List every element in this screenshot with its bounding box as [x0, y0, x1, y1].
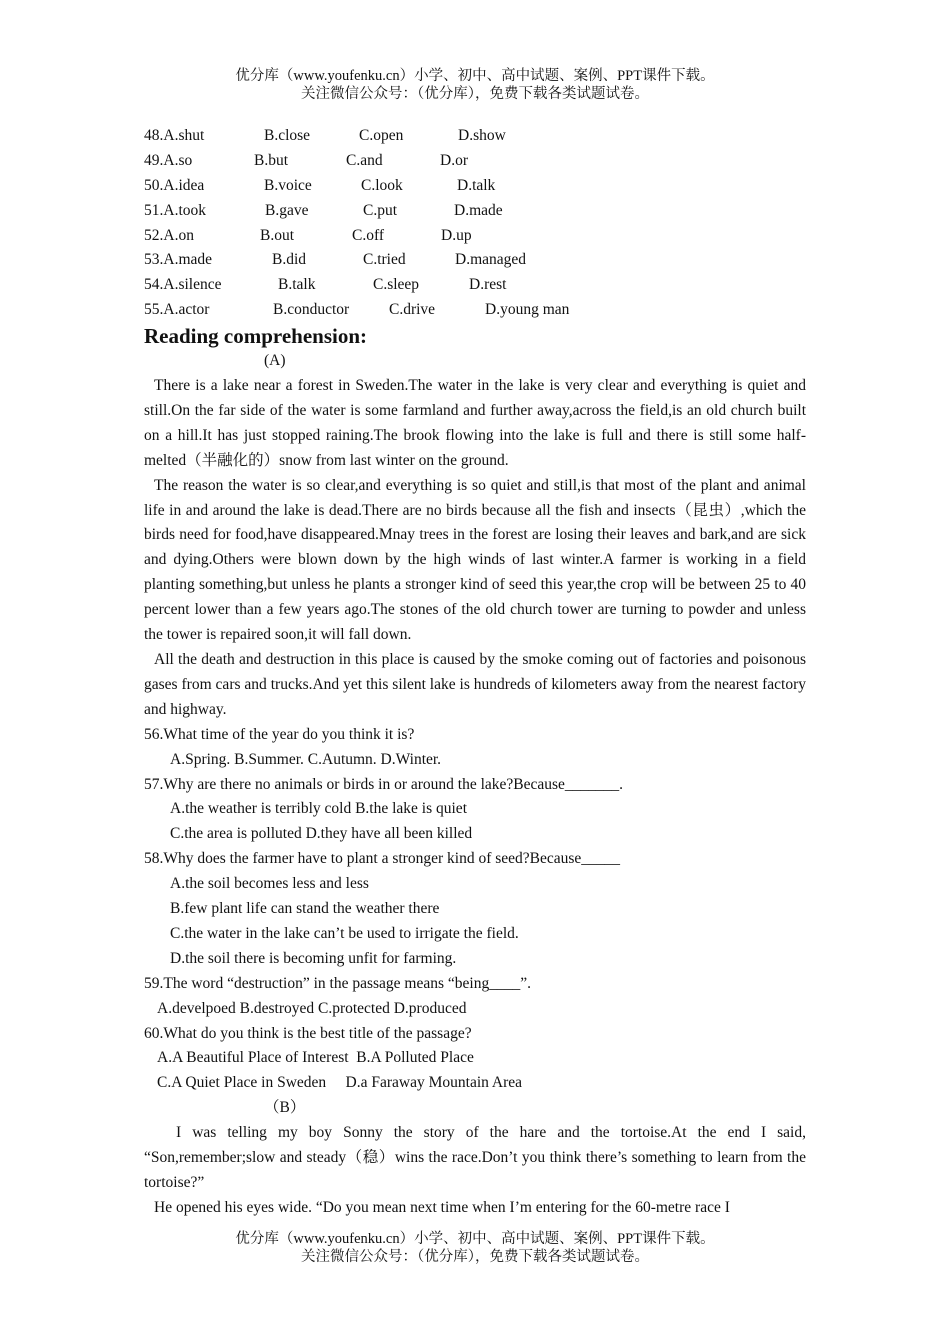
section-heading: Reading comprehension: [144, 324, 368, 349]
option-d: D.or [440, 151, 468, 169]
page-header [0, 67, 950, 103]
question-57-options-cd: C.the area is polluted D.they have all been killed [170, 825, 473, 843]
option-b: B.voice [264, 176, 312, 194]
passage-b-label: （B） [264, 1099, 306, 1117]
question-59-options: A.develpoed B.destroyed C.protected D.produced [157, 999, 467, 1017]
cloze-row-52 [144, 224, 806, 249]
option-d: D.show [458, 127, 506, 144]
option-c: C.and [346, 151, 383, 169]
option-b: B.gave [265, 201, 309, 219]
cloze-row-54 [144, 273, 806, 298]
footer-line-2: 关注微信公众号：（优分库），免费下载各类试题试卷。 [301, 1249, 649, 1265]
passage-b-paragraph-1: I was telling my boy Sonny the story of the hare and the tortoise.At the end I said, “Son,remember;slow and steady（稳）wins the race.Don’t you think there’s something to learn from the tortoise?” [144, 1124, 806, 1191]
option-a: 53.A.made [144, 251, 213, 269]
option-c: C.put [363, 201, 398, 219]
passage-a-label: (A) [264, 352, 286, 370]
question-59: 59.The word “destruction” in the passage means “being____”. [144, 974, 531, 992]
question-57-options-ab: A.the weather is terribly cold B.the lake is quiet [170, 800, 467, 818]
cloze-row-50 [144, 174, 806, 199]
cloze-row-49 [144, 149, 806, 174]
question-56: 56.What time of the year do you think it is? [144, 725, 415, 743]
question-57: 57.Why are there no animals or birds in or around the lake?Because_______. [144, 775, 624, 793]
option-b: B.close [264, 127, 311, 144]
option-d: D.managed [455, 251, 527, 269]
passage-b-paragraph-2: He opened his eyes wide. “Do you mean next time when I’m entering for the 60-metre race I [154, 1198, 730, 1216]
option-a: 50.A.idea [144, 176, 205, 194]
option-b: B.out [260, 226, 295, 244]
question-60-options-ab: A.A Beautiful Place of Interest B.A Polluted Place [157, 1049, 474, 1067]
option-c: C.drive [389, 301, 436, 319]
passage-a-paragraph-1: There is a lake near a forest in Sweden.The water in the lake is very clear and everything is quiet and still.On the far side of the water is some farmland and further away,across the field,is an old church built on a hill.It has just stopped raining.The brook flowing into the lake is full and there is still some half-melted（半融化的）snow from last winter on the ground. [144, 377, 806, 469]
option-c: C.off [352, 226, 385, 244]
option-a: 49.A.so [144, 151, 193, 169]
cloze-row-51 [144, 199, 806, 224]
option-c: C.look [361, 176, 403, 194]
page-footer [0, 1230, 950, 1266]
question-58-option-c: C.the water in the lake can’t be used to irrigate the field. [170, 924, 519, 942]
option-c: C.sleep [373, 276, 420, 294]
header-line-1: 优分库（www.youfenku.cn）小学、初中、高中试题、案例、PPT课件下载。 [235, 68, 715, 84]
document-body [144, 124, 806, 1221]
cloze-row-48 [144, 124, 806, 149]
option-c: C.open [359, 127, 404, 144]
option-d: D.talk [457, 176, 496, 194]
option-a: 55.A.actor [144, 301, 210, 319]
cloze-row-55 [144, 298, 806, 323]
option-b: B.talk [278, 276, 316, 294]
option-b: B.conductor [273, 301, 350, 319]
option-a: 52.A.on [144, 226, 194, 244]
footer-line-1: 优分库（www.youfenku.cn）小学、初中、高中试题、案例、PPT课件下载。 [235, 1231, 715, 1247]
passage-a-paragraph-3: All the death and destruction in this place is caused by the smoke coming out of factories and poisonous gases from cars and trucks.And yet this silent lake is hundreds of kilometers away from the nearest factory and highway. [144, 650, 806, 718]
option-a: 51.A.took [144, 201, 206, 219]
option-c: C.tried [363, 251, 406, 269]
question-58-option-d: D.the soil there is becoming unfit for farming. [170, 949, 457, 967]
question-60: 60.What do you think is the best title of the passage? [144, 1024, 472, 1042]
cloze-options [144, 124, 806, 323]
passage-a-paragraph-2: The reason the water is so clear,and everything is so quiet and still,is that most of the plant and animal life in and around the lake is dead.There are no birds because all the fish and insects（昆虫）,which the birds need for food,have disappeared.Mnay trees in the forest are losing their leaves and bark,and are sick and dying.Others were blown down by the high winds of last winter.A farmer is working in a field planting something,but unless he plants a stronger kind of seed this year,the crop will be between 25 to 40 percent lower than a few years ago.The stones of the old church tower are turning to powder and unless the tower is repaired soon,it will fall down. [144, 476, 806, 644]
option-d: D.rest [469, 276, 507, 294]
option-a: 48.A.shut [144, 127, 205, 144]
option-d: D.young man [485, 301, 570, 319]
option-d: D.made [454, 201, 503, 219]
question-58-option-b: B.few plant life can stand the weather there [170, 900, 440, 918]
header-line-2: 关注微信公众号：（优分库），免费下载各类试题试卷。 [301, 86, 649, 102]
option-b: B.did [272, 251, 307, 269]
option-d: D.up [441, 226, 472, 244]
question-56-options: A.Spring. B.Summer. C.Autumn. D.Winter. [170, 750, 442, 768]
option-a: 54.A.silence [144, 276, 222, 294]
option-b: B.but [254, 151, 289, 169]
question-58-option-a: A.the soil becomes less and less [170, 875, 369, 893]
question-58: 58.Why does the farmer have to plant a stronger kind of seed?Because_____ [144, 850, 621, 868]
question-60-options-cd: C.A Quiet Place in Sweden D.a Faraway Mountain Area [157, 1074, 523, 1092]
cloze-row-53 [144, 248, 806, 273]
